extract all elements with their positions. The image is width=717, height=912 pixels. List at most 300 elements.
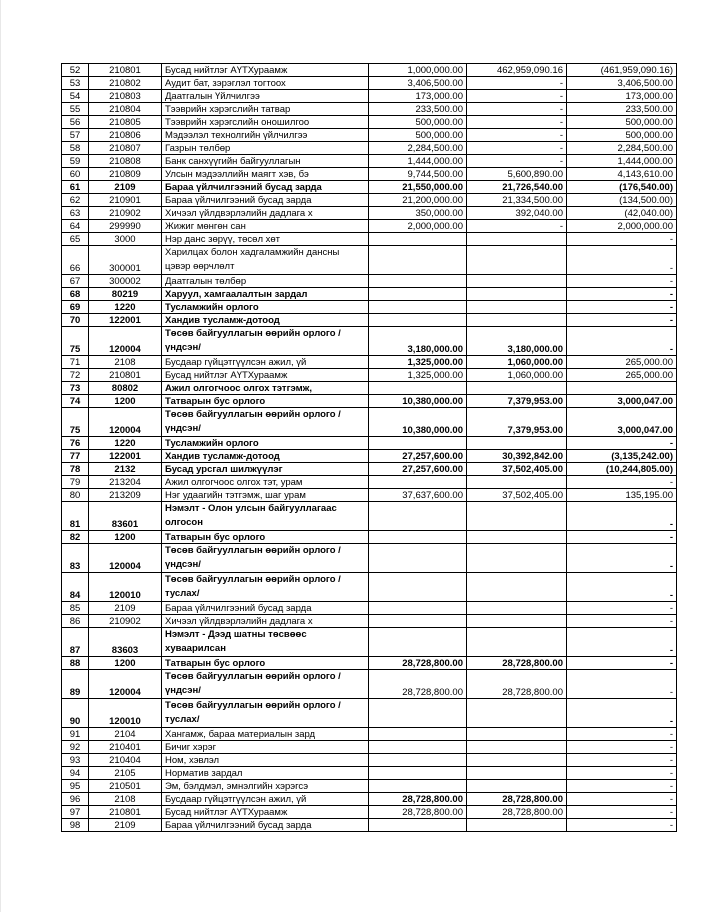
- table-row: [62, 327, 677, 356]
- actual-amount-cell: 21,726,540.00: [467, 181, 567, 194]
- account-name-cell: Тусламжийн орлого: [162, 437, 369, 450]
- difference-amount-cell: -: [567, 233, 677, 246]
- row-number-cell: 79: [62, 476, 89, 489]
- account-code-cell: 2108: [89, 793, 162, 806]
- planned-amount-cell: 1,325,000.00: [369, 356, 467, 369]
- account-name-cell: Хандив тусламж-дотоод: [162, 450, 369, 463]
- actual-amount-cell: [467, 628, 567, 657]
- actual-amount-cell: -: [467, 90, 567, 103]
- account-code-cell: 210802: [89, 77, 162, 90]
- difference-amount-cell: 3,000,047.00: [567, 395, 677, 408]
- account-name-cell: Татварын бус орлого: [162, 657, 369, 670]
- difference-amount-cell: -: [567, 754, 677, 767]
- table-row: [62, 233, 677, 246]
- table-row: [62, 489, 677, 502]
- actual-amount-cell: 37,502,405.00: [467, 489, 567, 502]
- difference-amount-cell: -: [567, 806, 677, 819]
- table-row: [62, 181, 677, 194]
- account-name-cell: Харуул, хамгаалалтын зардал: [162, 288, 369, 301]
- account-code-cell: 210902: [89, 207, 162, 220]
- account-code-cell: 210805: [89, 116, 162, 129]
- difference-amount-cell: -: [567, 602, 677, 615]
- difference-amount-cell: -: [567, 670, 677, 699]
- row-number-cell: 71: [62, 356, 89, 369]
- account-name-cell: Төсөв байгууллагын өөрийн орлого /үндсэн/: [162, 327, 369, 356]
- account-name-cell: Бараа үйлчилгээний бусад зарда: [162, 602, 369, 615]
- difference-amount-cell: -: [567, 573, 677, 602]
- row-number-cell: 67: [62, 275, 89, 288]
- planned-amount-cell: [369, 741, 467, 754]
- account-code-cell: 213209: [89, 489, 162, 502]
- difference-amount-cell: 3,000,047.00: [567, 408, 677, 437]
- account-code-cell: 120004: [89, 327, 162, 356]
- actual-amount-cell: [467, 437, 567, 450]
- account-code-cell: 122001: [89, 450, 162, 463]
- difference-amount-cell: -: [567, 327, 677, 356]
- account-name-cell: Хандив тусламж-дотоод: [162, 314, 369, 327]
- table-row: [62, 155, 677, 168]
- account-code-cell: 210901: [89, 194, 162, 207]
- account-code-cell: 1200: [89, 395, 162, 408]
- actual-amount-cell: [467, 502, 567, 531]
- account-code-cell: 2132: [89, 463, 162, 476]
- planned-amount-cell: 500,000.00: [369, 116, 467, 129]
- planned-amount-cell: 500,000.00: [369, 129, 467, 142]
- table-row: [62, 657, 677, 670]
- row-number-cell: 61: [62, 181, 89, 194]
- actual-amount-cell: [467, 767, 567, 780]
- row-number-cell: 80: [62, 489, 89, 502]
- row-number-cell: 86: [62, 615, 89, 628]
- row-number-cell: 76: [62, 437, 89, 450]
- account-name-cell: Төсөв байгууллагын өөрийн орлого /туслах/: [162, 699, 369, 728]
- account-code-cell: 210801: [89, 64, 162, 77]
- table-row: [62, 767, 677, 780]
- table-row: [62, 369, 677, 382]
- planned-amount-cell: [369, 615, 467, 628]
- table-row: [62, 699, 677, 728]
- table-row: [62, 502, 677, 531]
- account-code-cell: 2105: [89, 767, 162, 780]
- difference-amount-cell: -: [567, 657, 677, 670]
- table-row: [62, 819, 677, 832]
- actual-amount-cell: [467, 573, 567, 602]
- row-number-cell: 95: [62, 780, 89, 793]
- account-name-cell: Бичиг хэрэг: [162, 741, 369, 754]
- actual-amount-cell: 392,040.00: [467, 207, 567, 220]
- difference-amount-cell: 265,000.00: [567, 369, 677, 382]
- difference-amount-cell: (461,959,090.16): [567, 64, 677, 77]
- row-number-cell: 96: [62, 793, 89, 806]
- difference-amount-cell: 3,406,500.00: [567, 77, 677, 90]
- account-code-cell: 83601: [89, 502, 162, 531]
- account-name-cell: Аудит бат, зэрэглэл тогтоох: [162, 77, 369, 90]
- table-row: [62, 142, 677, 155]
- account-code-cell: 213204: [89, 476, 162, 489]
- account-code-cell: 210806: [89, 129, 162, 142]
- difference-amount-cell: -: [567, 819, 677, 832]
- difference-amount-cell: -: [567, 699, 677, 728]
- account-name-cell: Тээврийн хэрэгслийн татвар: [162, 103, 369, 116]
- planned-amount-cell: 233,500.00: [369, 103, 467, 116]
- table-row: [62, 194, 677, 207]
- account-name-cell: Бусад нийтлэг АҮТХураамж: [162, 806, 369, 819]
- table-row: [62, 395, 677, 408]
- table-row: [62, 544, 677, 573]
- row-number-cell: 94: [62, 767, 89, 780]
- actual-amount-cell: [467, 531, 567, 544]
- actual-amount-cell: 28,728,800.00: [467, 657, 567, 670]
- row-number-cell: 84: [62, 573, 89, 602]
- actual-amount-cell: [467, 544, 567, 573]
- account-code-cell: 120004: [89, 408, 162, 437]
- account-name-cell: Төсөв байгууллагын өөрийн орлого /үндсэн/: [162, 544, 369, 573]
- planned-amount-cell: [369, 531, 467, 544]
- planned-amount-cell: 10,380,000.00: [369, 395, 467, 408]
- planned-amount-cell: 173,000.00: [369, 90, 467, 103]
- planned-amount-cell: [369, 382, 467, 395]
- row-number-cell: 91: [62, 728, 89, 741]
- row-number-cell: 53: [62, 77, 89, 90]
- actual-amount-cell: [467, 382, 567, 395]
- row-number-cell: 69: [62, 301, 89, 314]
- difference-amount-cell: [567, 382, 677, 395]
- planned-amount-cell: 10,380,000.00: [369, 408, 467, 437]
- account-code-cell: 210801: [89, 806, 162, 819]
- table-row: [62, 90, 677, 103]
- row-number-cell: 59: [62, 155, 89, 168]
- account-name-cell: Норматив зардал: [162, 767, 369, 780]
- difference-amount-cell: (3,135,242.00): [567, 450, 677, 463]
- account-name-cell: Бусад нийтлэг АҮТХураамж: [162, 369, 369, 382]
- planned-amount-cell: [369, 246, 467, 275]
- row-number-cell: 98: [62, 819, 89, 832]
- table-row: [62, 728, 677, 741]
- account-code-cell: 2109: [89, 819, 162, 832]
- table-row: [62, 129, 677, 142]
- table-row: [62, 615, 677, 628]
- planned-amount-cell: [369, 301, 467, 314]
- difference-amount-cell: 2,000,000.00: [567, 220, 677, 233]
- account-code-cell: 1200: [89, 657, 162, 670]
- account-name-cell: Жижиг мөнгөн сан: [162, 220, 369, 233]
- table-row: [62, 356, 677, 369]
- table-row: [62, 168, 677, 181]
- difference-amount-cell: 173,000.00: [567, 90, 677, 103]
- account-name-cell: Даатгалын төлбөр: [162, 275, 369, 288]
- account-name-cell: Бараа үйлчилгээний бусад зарда: [162, 819, 369, 832]
- actual-amount-cell: 21,334,500.00: [467, 194, 567, 207]
- account-name-cell: Ажил олгогчоос олгох тэтгэмж,: [162, 382, 369, 395]
- difference-amount-cell: -: [567, 476, 677, 489]
- actual-amount-cell: [467, 233, 567, 246]
- difference-amount-cell: (134,500.00): [567, 194, 677, 207]
- planned-amount-cell: [369, 275, 467, 288]
- table-row: [62, 77, 677, 90]
- planned-amount-cell: [369, 754, 467, 767]
- table-row: [62, 64, 677, 77]
- account-code-cell: 210809: [89, 168, 162, 181]
- planned-amount-cell: [369, 602, 467, 615]
- actual-amount-cell: 7,379,953.00: [467, 395, 567, 408]
- account-code-cell: 1220: [89, 437, 162, 450]
- row-number-cell: 72: [62, 369, 89, 382]
- actual-amount-cell: [467, 476, 567, 489]
- actual-amount-cell: [467, 301, 567, 314]
- table-row: [62, 246, 677, 275]
- difference-amount-cell: -: [567, 615, 677, 628]
- account-code-cell: 299990: [89, 220, 162, 233]
- account-name-cell: Нэг удаагийн тэтгэмж, шаг урам: [162, 489, 369, 502]
- row-number-cell: 62: [62, 194, 89, 207]
- planned-amount-cell: [369, 819, 467, 832]
- row-number-cell: 70: [62, 314, 89, 327]
- table-row: [62, 116, 677, 129]
- row-number-cell: 83: [62, 544, 89, 573]
- difference-amount-cell: 4,143,610.00: [567, 168, 677, 181]
- table-row: [62, 437, 677, 450]
- difference-amount-cell: -: [567, 502, 677, 531]
- difference-amount-cell: 500,000.00: [567, 116, 677, 129]
- row-number-cell: 85: [62, 602, 89, 615]
- planned-amount-cell: [369, 288, 467, 301]
- account-name-cell: Тусламжийн орлого: [162, 301, 369, 314]
- account-code-cell: 2109: [89, 602, 162, 615]
- row-number-cell: 82: [62, 531, 89, 544]
- row-number-cell: 89: [62, 670, 89, 699]
- account-code-cell: 210501: [89, 780, 162, 793]
- table-row: [62, 463, 677, 476]
- budget-table: [61, 63, 677, 832]
- planned-amount-cell: 1,000,000.00: [369, 64, 467, 77]
- page-edge: [0, 0, 1, 912]
- account-name-cell: Хичээл үйлдвэрлэлийн дадлага х: [162, 207, 369, 220]
- account-name-cell: Даатгалын Үйлчилгээ: [162, 90, 369, 103]
- table-row: [62, 220, 677, 233]
- actual-amount-cell: -: [467, 155, 567, 168]
- table-row: [62, 531, 677, 544]
- planned-amount-cell: [369, 628, 467, 657]
- difference-amount-cell: 1,444,000.00: [567, 155, 677, 168]
- account-code-cell: 1200: [89, 531, 162, 544]
- account-name-cell: Нэмэлт - Дээд шатны төсвөөс хуваарилсан: [162, 628, 369, 657]
- table-row: [62, 741, 677, 754]
- account-name-cell: Төсөв байгууллагын өөрийн орлого /үндсэн/: [162, 408, 369, 437]
- planned-amount-cell: 21,200,000.00: [369, 194, 467, 207]
- account-name-cell: Улсын мэдээллийн маягт хэв, бэ: [162, 168, 369, 181]
- account-name-cell: Бараа үйлчилгээний бусад зарда: [162, 181, 369, 194]
- account-name-cell: Ажил олгогчоос олгох тэт, урам: [162, 476, 369, 489]
- row-number-cell: 58: [62, 142, 89, 155]
- row-number-cell: 68: [62, 288, 89, 301]
- account-code-cell: 210902: [89, 615, 162, 628]
- actual-amount-cell: [467, 275, 567, 288]
- account-name-cell: Харилцах болон хадгаламжийн дансны цэвэр өөрчлөлт: [162, 246, 369, 275]
- actual-amount-cell: [467, 288, 567, 301]
- actual-amount-cell: [467, 741, 567, 754]
- difference-amount-cell: (10,244,805.00): [567, 463, 677, 476]
- table-row: [62, 754, 677, 767]
- row-number-cell: 92: [62, 741, 89, 754]
- planned-amount-cell: [369, 233, 467, 246]
- row-number-cell: 97: [62, 806, 89, 819]
- planned-amount-cell: [369, 767, 467, 780]
- row-number-cell: 75: [62, 327, 89, 356]
- row-number-cell: 60: [62, 168, 89, 181]
- row-number-cell: 93: [62, 754, 89, 767]
- planned-amount-cell: 37,637,600.00: [369, 489, 467, 502]
- actual-amount-cell: 7,379,953.00: [467, 408, 567, 437]
- row-number-cell: 54: [62, 90, 89, 103]
- row-number-cell: 90: [62, 699, 89, 728]
- planned-amount-cell: 27,257,600.00: [369, 450, 467, 463]
- planned-amount-cell: [369, 502, 467, 531]
- difference-amount-cell: 135,195.00: [567, 489, 677, 502]
- account-name-cell: Татварын бус орлого: [162, 531, 369, 544]
- actual-amount-cell: [467, 615, 567, 628]
- difference-amount-cell: -: [567, 767, 677, 780]
- row-number-cell: 75: [62, 408, 89, 437]
- difference-amount-cell: 265,000.00: [567, 356, 677, 369]
- planned-amount-cell: [369, 728, 467, 741]
- account-name-cell: Ном, хэвлэл: [162, 754, 369, 767]
- difference-amount-cell: -: [567, 741, 677, 754]
- actual-amount-cell: [467, 602, 567, 615]
- account-name-cell: Бараа үйлчилгээний бусад зарда: [162, 194, 369, 207]
- actual-amount-cell: 30,392,842.00: [467, 450, 567, 463]
- account-name-cell: Бусад нийтлэг АҮТХураамж: [162, 64, 369, 77]
- account-code-cell: 210804: [89, 103, 162, 116]
- account-name-cell: Бусад урсгал шилжүүлэг: [162, 463, 369, 476]
- account-name-cell: Эм, бэлдмэл, эмнэлгийн хэрэгсэ: [162, 780, 369, 793]
- actual-amount-cell: [467, 780, 567, 793]
- actual-amount-cell: 462,959,090.16: [467, 64, 567, 77]
- difference-amount-cell: -: [567, 544, 677, 573]
- table-row: [62, 450, 677, 463]
- difference-amount-cell: -: [567, 246, 677, 275]
- planned-amount-cell: 2,000,000.00: [369, 220, 467, 233]
- row-number-cell: 55: [62, 103, 89, 116]
- actual-amount-cell: 1,060,000.00: [467, 369, 567, 382]
- actual-amount-cell: 1,060,000.00: [467, 356, 567, 369]
- planned-amount-cell: 3,406,500.00: [369, 77, 467, 90]
- row-number-cell: 74: [62, 395, 89, 408]
- account-name-cell: Бусдаар гүйцэтгүүлсэн ажил, үй: [162, 793, 369, 806]
- difference-amount-cell: -: [567, 288, 677, 301]
- planned-amount-cell: 1,325,000.00: [369, 369, 467, 382]
- account-code-cell: 3000: [89, 233, 162, 246]
- table-row: [62, 314, 677, 327]
- difference-amount-cell: 233,500.00: [567, 103, 677, 116]
- table-row: [62, 670, 677, 699]
- difference-amount-cell: -: [567, 628, 677, 657]
- actual-amount-cell: 37,502,405.00: [467, 463, 567, 476]
- account-code-cell: 122001: [89, 314, 162, 327]
- actual-amount-cell: [467, 314, 567, 327]
- actual-amount-cell: -: [467, 116, 567, 129]
- difference-amount-cell: -: [567, 275, 677, 288]
- difference-amount-cell: -: [567, 780, 677, 793]
- account-name-cell: Тээврийн хэрэгслийн оношилгоо: [162, 116, 369, 129]
- actual-amount-cell: 28,728,800.00: [467, 806, 567, 819]
- difference-amount-cell: (176,540.00): [567, 181, 677, 194]
- account-code-cell: 83603: [89, 628, 162, 657]
- table-row: [62, 476, 677, 489]
- account-name-cell: Банк санхүүгийн байгууллагын: [162, 155, 369, 168]
- account-code-cell: 2108: [89, 356, 162, 369]
- table-row: [62, 602, 677, 615]
- actual-amount-cell: [467, 728, 567, 741]
- row-number-cell: 87: [62, 628, 89, 657]
- account-name-cell: Хангамж, бараа материалын зард: [162, 728, 369, 741]
- planned-amount-cell: 1,444,000.00: [369, 155, 467, 168]
- planned-amount-cell: 350,000.00: [369, 207, 467, 220]
- row-number-cell: 78: [62, 463, 89, 476]
- account-name-cell: Төсөв байгууллагын өөрийн орлого /туслах/: [162, 573, 369, 602]
- row-number-cell: 56: [62, 116, 89, 129]
- actual-amount-cell: -: [467, 77, 567, 90]
- account-code-cell: 210807: [89, 142, 162, 155]
- account-code-cell: 210401: [89, 741, 162, 754]
- account-name-cell: Газрын төлбөр: [162, 142, 369, 155]
- difference-amount-cell: (42,040.00): [567, 207, 677, 220]
- actual-amount-cell: [467, 754, 567, 767]
- table-row: [62, 780, 677, 793]
- planned-amount-cell: 2,284,500.00: [369, 142, 467, 155]
- account-code-cell: 2109: [89, 181, 162, 194]
- actual-amount-cell: [467, 699, 567, 728]
- planned-amount-cell: 28,728,800.00: [369, 793, 467, 806]
- row-number-cell: 66: [62, 246, 89, 275]
- difference-amount-cell: -: [567, 301, 677, 314]
- actual-amount-cell: -: [467, 103, 567, 116]
- table-row: [62, 288, 677, 301]
- account-name-cell: Нэр данс зөрүү, төсөл хөт: [162, 233, 369, 246]
- account-code-cell: 210808: [89, 155, 162, 168]
- actual-amount-cell: -: [467, 129, 567, 142]
- account-name-cell: Хичээл үйлдвэрлэлийн дадлага х: [162, 615, 369, 628]
- planned-amount-cell: [369, 573, 467, 602]
- row-number-cell: 88: [62, 657, 89, 670]
- table-row: [62, 382, 677, 395]
- account-code-cell: 120004: [89, 544, 162, 573]
- row-number-cell: 81: [62, 502, 89, 531]
- planned-amount-cell: 27,257,600.00: [369, 463, 467, 476]
- table-row: [62, 103, 677, 116]
- difference-amount-cell: -: [567, 314, 677, 327]
- account-name-cell: Бусдаар гүйцэтгүүлсэн ажил, үй: [162, 356, 369, 369]
- account-name-cell: Нэмэлт - Олон улсын байгууллагаас олгосон: [162, 502, 369, 531]
- actual-amount-cell: 28,728,800.00: [467, 670, 567, 699]
- difference-amount-cell: 2,284,500.00: [567, 142, 677, 155]
- account-code-cell: 80219: [89, 288, 162, 301]
- planned-amount-cell: 28,728,800.00: [369, 657, 467, 670]
- actual-amount-cell: 5,600,890.00: [467, 168, 567, 181]
- difference-amount-cell: 500,000.00: [567, 129, 677, 142]
- account-name-cell: Мэдээлэл технолгийн үйлчилгээ: [162, 129, 369, 142]
- row-number-cell: 77: [62, 450, 89, 463]
- table-row: [62, 207, 677, 220]
- table-row: [62, 806, 677, 819]
- table-row: [62, 408, 677, 437]
- account-code-cell: 120010: [89, 573, 162, 602]
- account-code-cell: 2104: [89, 728, 162, 741]
- row-number-cell: 65: [62, 233, 89, 246]
- planned-amount-cell: 9,744,500.00: [369, 168, 467, 181]
- planned-amount-cell: 28,728,800.00: [369, 670, 467, 699]
- account-code-cell: 1220: [89, 301, 162, 314]
- account-code-cell: 210801: [89, 369, 162, 382]
